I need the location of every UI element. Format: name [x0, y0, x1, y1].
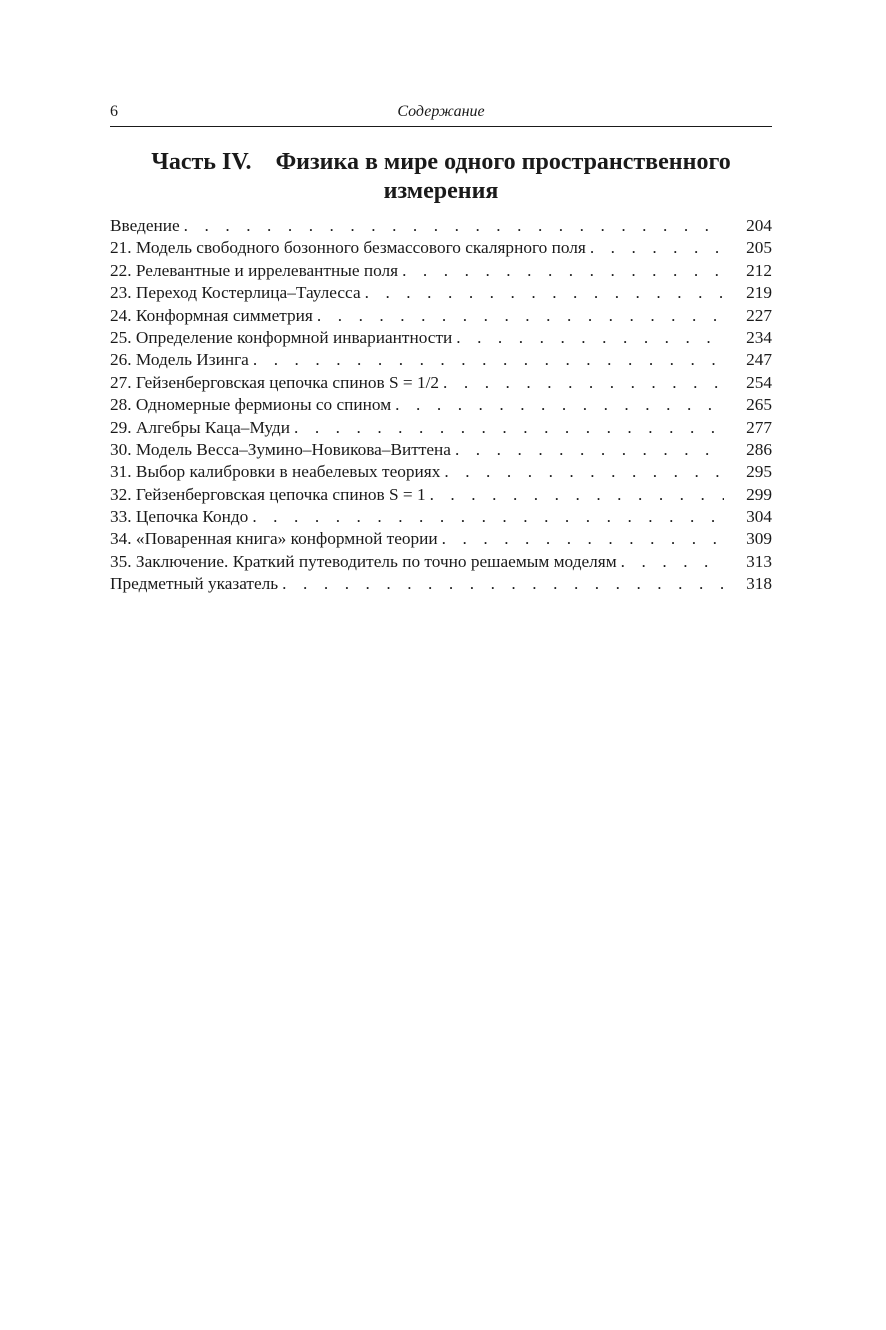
- toc-entry[interactable]: [110, 349, 772, 371]
- dot-leader: [590, 237, 724, 259]
- dot-leader: [444, 461, 724, 483]
- part-title-line2: измерения: [383, 178, 499, 204]
- toc-entry-page: 304: [746, 507, 772, 527]
- toc-entry[interactable]: [110, 528, 772, 550]
- dot-leader: [430, 484, 724, 506]
- toc-entry[interactable]: [110, 506, 772, 528]
- toc-entry-title: 21. Модель свободного бозонного безмассового скалярного поля: [110, 238, 586, 258]
- toc-entry-title: 28. Одномерные фермионы со спином: [110, 395, 392, 415]
- toc-entry-page: 313: [746, 551, 772, 571]
- dot-leader: [456, 327, 724, 349]
- toc-entry-page: 299: [746, 484, 772, 504]
- toc-entry-page: 205: [746, 238, 772, 258]
- toc-entry-title: 26. Модель Изинга: [110, 350, 249, 370]
- toc-entry[interactable]: [110, 551, 772, 573]
- toc-entry[interactable]: [110, 461, 772, 483]
- toc-entry-title: 33. Цепочка Кондо: [110, 507, 249, 527]
- toc-entry-title: Предметный указатель: [110, 574, 279, 594]
- toc-entry-title: 32. Гейзенберговская цепочка спинов S = 1: [110, 484, 426, 504]
- toc-entry-page: 277: [746, 417, 772, 437]
- toc-entry-page: 265: [746, 395, 772, 415]
- part-label: Часть IV.: [151, 149, 252, 175]
- toc-entry-title: Введение: [110, 216, 180, 235]
- dot-leader: [317, 305, 724, 327]
- toc-entry-page: 309: [746, 529, 772, 549]
- part-heading: [110, 148, 772, 206]
- dot-leader: [442, 528, 724, 550]
- toc-entry[interactable]: [110, 439, 772, 461]
- toc-entry-title: 22. Релевантные и иррелевантные поля: [110, 260, 399, 280]
- dot-leader: [184, 215, 724, 237]
- table-of-contents: [110, 215, 772, 596]
- dot-leader: [395, 394, 724, 416]
- toc-entry-title: 25. Определение конформной инвариантности: [110, 327, 453, 347]
- toc-entry[interactable]: [110, 327, 772, 349]
- toc-entry-title: 30. Модель Весса–Зумино–Новикова–Виттена: [110, 439, 451, 459]
- toc-entry[interactable]: [110, 282, 772, 304]
- toc-entry[interactable]: [110, 484, 772, 506]
- toc-entry-title: 31. Выбор калибровки в неабелевых теориях: [110, 462, 441, 482]
- dot-leader: [282, 573, 724, 595]
- toc-entry-title: 29. Алгебры Каца–Муди: [110, 417, 290, 437]
- toc-entry[interactable]: [110, 394, 772, 416]
- dot-leader: [253, 349, 724, 371]
- dot-leader: [402, 260, 724, 282]
- toc-entry[interactable]: [110, 260, 772, 282]
- toc-entry-page: 247: [746, 350, 772, 370]
- toc-entry-page: 286: [746, 439, 772, 459]
- dot-leader: [365, 282, 724, 304]
- toc-entry[interactable]: [110, 305, 772, 327]
- toc-entry-title: 35. Заключение. Краткий путеводитель по точно решаемым моделям: [110, 551, 617, 571]
- toc-entry-page: 318: [746, 574, 772, 594]
- toc-entry[interactable]: [110, 372, 772, 394]
- toc-entry-title: 27. Гейзенберговская цепочка спинов S = 1/2: [110, 372, 440, 392]
- toc-entry-page: 212: [746, 260, 772, 280]
- toc-entry-title: 34. «Поваренная книга» конформной теории: [110, 529, 438, 549]
- toc-entry-title: 24. Конформная симметрия: [110, 305, 313, 325]
- toc-entry-page: 234: [746, 327, 772, 347]
- part-title-line1: Физика в мире одного пространственного: [275, 149, 731, 175]
- toc-entry-page: 295: [746, 462, 772, 482]
- toc-entry[interactable]: [110, 215, 772, 237]
- toc-entry[interactable]: [110, 237, 772, 259]
- toc-entry[interactable]: [110, 417, 772, 439]
- dot-leader: [252, 506, 724, 528]
- toc-entry-page: 254: [746, 372, 772, 392]
- toc-entry-page: 227: [746, 305, 772, 325]
- toc-entry-page: 204: [746, 216, 772, 235]
- running-title: Содержание: [397, 103, 485, 120]
- toc-entry[interactable]: [110, 573, 772, 595]
- dot-leader: [294, 417, 724, 439]
- running-head: [110, 103, 772, 125]
- header-rule: [110, 126, 772, 127]
- dot-leader: [455, 439, 724, 461]
- toc-entry-page: 219: [746, 283, 772, 303]
- dot-leader: [443, 372, 724, 394]
- toc-entry-title: 23. Переход Костерлица–Таулесса: [110, 283, 361, 303]
- page-number: 6: [110, 103, 118, 120]
- dot-leader: [621, 551, 724, 573]
